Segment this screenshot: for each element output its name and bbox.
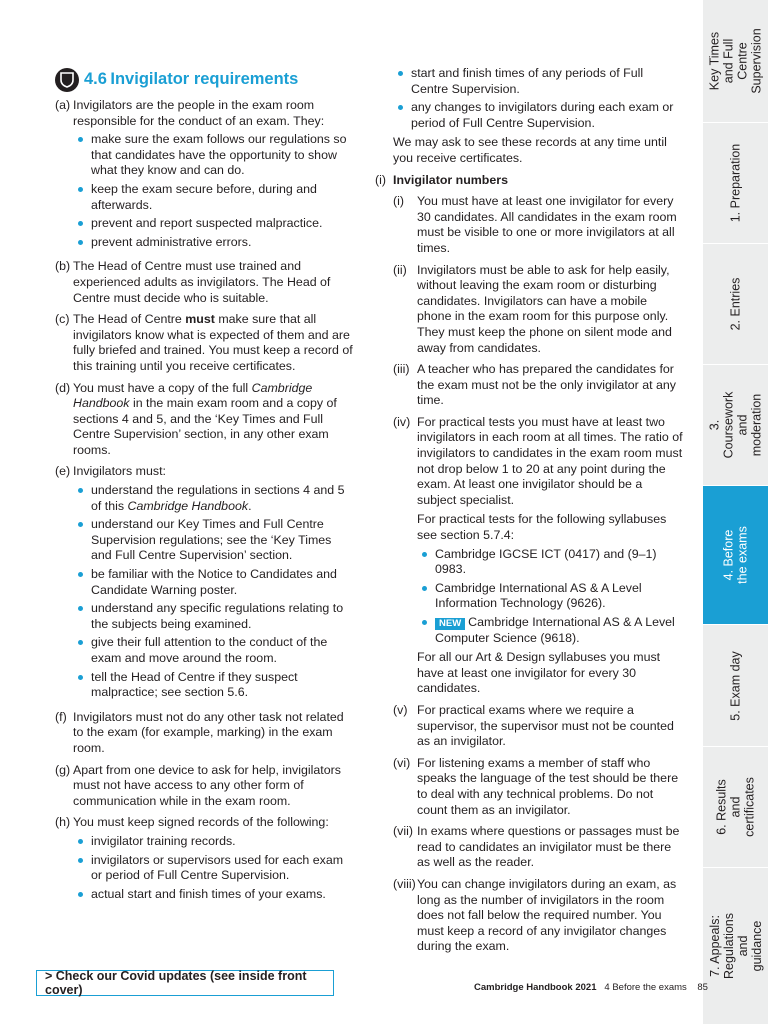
list-item: NEW Cambridge International AS & A Level Computer Science (9618). bbox=[417, 615, 683, 646]
para-h: (h) You must keep signed records of the following: invigilator training records. invigilators or supervisors used for each exam or period of Full Centre Supervision. actual start and finish times of your exams. bbox=[55, 815, 355, 905]
tab-results[interactable]: 6. Results and certificates bbox=[703, 747, 768, 868]
section-title: Invigilator requirements bbox=[110, 70, 299, 89]
numbered-item: (viii) You can change invigilators during an exam, as long as the number of invigilators in the room does not fall below the required number. You must keep a record of any invigilator changes during the exam. bbox=[393, 876, 677, 954]
list-item: tell the Head of Centre if they suspect malpractice; see section 5.6. bbox=[73, 670, 355, 701]
list-item: Cambridge IGCSE ICT (0417) and (9–1) 0983. bbox=[417, 547, 683, 578]
list-item: any changes to invigilators during each exam or period of Full Centre Supervision. bbox=[393, 100, 683, 131]
list-item: understand the regulations in sections 4 and 5 of this Cambridge Handbook. bbox=[73, 483, 355, 514]
chapter-tabs bbox=[703, 0, 768, 1024]
new-badge: NEW bbox=[435, 618, 465, 630]
left-column bbox=[55, 68, 355, 911]
para-a: (a) Invigilators are the people in the exam room responsible for the conduct of an exam. They: make sure the exam follows our regulations so that candidates have the opportunity to show what they know and can do. keep the exam secure before, during and afterwards. prevent and report suspected malpractice. prevent administrative errors. bbox=[55, 98, 355, 253]
shield-icon bbox=[55, 68, 79, 92]
list-item: invigilator training records. bbox=[73, 834, 355, 850]
para-f: (f) Invigilators must not do any other task not related to the exam (for example, marking) in the exam room. bbox=[55, 709, 344, 755]
numbered-item: (ii) Invigilators must be able to ask for help easily, without leaving the exam room or disturbing candidates. Invigilators can have a mobile phone in the exam room for this purpose only. They must keep the phone on silent mode and away from candidates. bbox=[393, 262, 672, 355]
list-item: give their full attention to the conduct of the exam and move around the room. bbox=[73, 635, 355, 666]
tab-exam-day[interactable]: 5. Exam day bbox=[703, 625, 768, 747]
numbered-item: (vi) For listening exams a member of staff who speaks the language of the test should be there to deal with any technical problems. Do not count them as an invigilator. bbox=[393, 755, 679, 817]
page-footer: Cambridge Handbook 2021 4 Before the exams 85 bbox=[474, 982, 708, 993]
list-item: start and finish times of any periods of Full Centre Supervision. bbox=[393, 66, 683, 97]
section-heading bbox=[55, 68, 355, 92]
bullet-list bbox=[417, 547, 683, 647]
numbered-item: (i) You must have at least one invigilator for every 30 candidates. All candidates in the exam room must be visible to one or more invigilators at all times. bbox=[393, 194, 677, 255]
tab-coursework[interactable]: 3. Coursework and moderation bbox=[703, 365, 768, 486]
list-item: prevent and report suspected malpractice. bbox=[73, 216, 355, 232]
list-item: Cambridge International AS & A Level Information Technology (9626). bbox=[417, 581, 683, 612]
list-item: understand our Key Times and Full Centre Supervision regulations; see the ‘Key Times and Full Centre Supervision’ section. bbox=[73, 517, 355, 564]
art-design-note: For all our Art & Design syllabuses you must have at least one invigilator for every 30 candidates. bbox=[417, 650, 661, 696]
para-c: (c) The Head of Centre must make sure that all invigilators know what is expected of them and are fully briefed and trained. You must keep a record of this training until you receive certificates. bbox=[55, 312, 353, 373]
records-note: We may ask to see these records at any time until you receive certificates. bbox=[393, 135, 667, 165]
tab-before-exams[interactable]: 4. Before the exams bbox=[703, 486, 768, 625]
para-d: (d) You must have a copy of the full Cambridge Handbook in the main exam room and a copy of sections 4 and 5, and the ‘Key Times and Full Centre Supervision’ section, in any other exam rooms. bbox=[55, 380, 337, 457]
list-item: prevent administrative errors. bbox=[73, 235, 355, 251]
bullet-list bbox=[73, 132, 355, 250]
para-e: (e) Invigilators must: understand the regulations in sections 4 and 5 of this Cambridge Handbook. understand our Key Times and Full Centre Supervision regulations; see the ‘Key Times and Full Centre Supervision’ section. be familiar with the Notice to Candidates and Candidate Warning poster. understand any specific regulations relating to the subjects being examined. give their full attention to the conduct of the exam and move around the room. tell the Head of Centre if they suspect malpractice; see section 5.6. bbox=[55, 464, 355, 703]
tab-key-times[interactable]: Key Times and Full Centre Supervision bbox=[703, 0, 768, 123]
tab-entries[interactable]: 2. Entries bbox=[703, 244, 768, 365]
list-item: make sure the exam follows our regulations so that candidates have the opportunity to show what they know and can do. bbox=[73, 132, 355, 179]
numbered-item: (iv) For practical tests you must have at least two invigilators in each room at all times. The ratio of invigilators to candidates in the exam room must not drop below 1 to 20 at any point during the exam. At least one invigilator should be a subject specialist. For practical tests for the following syllabuses see section 5.7.4: Cambridge IGCSE ICT (0417) and (9–1) 0983. Cambridge International AS & A Level Information Technology (9626). NEW Cambridge International AS & A Level Computer Science (9618). For all our Art & Design syllabuses you must have at least one invigilator for every 30 candidates. bbox=[393, 414, 683, 696]
list-item: actual start and finish times of your exams. bbox=[73, 887, 355, 903]
section-number: 4.6 bbox=[84, 70, 107, 89]
numbered-item: (iii) A teacher who has prepared the candidates for the exam must not be the only invigilator at any time. bbox=[393, 362, 676, 408]
bullet-list bbox=[73, 834, 355, 902]
practical-tests-note: For practical tests for the following syllabuses see section 5.7.4: bbox=[417, 512, 667, 543]
subheading-invigilator-numbers: (i) Invigilator numbers bbox=[375, 172, 508, 187]
tab-appeals[interactable]: 7. Appeals: Regulations and guidance bbox=[703, 868, 768, 1025]
list-item: understand any specific regulations relating to the subjects being examined. bbox=[73, 601, 355, 632]
covid-updates-link[interactable]: > Check our Covid updates (see inside front cover) bbox=[36, 970, 334, 996]
bullet-list bbox=[73, 483, 355, 701]
list-item: invigilators or supervisors used for each exam or period of Full Centre Supervision. bbox=[73, 853, 355, 884]
numbered-item: (v) For practical exams where we require a supervisor, the supervisor must not be counted as an invigilator. bbox=[393, 702, 674, 749]
numbered-item: (vii) In exams where questions or passages must be read to candidates an invigilator must be there as well as the reader. bbox=[393, 824, 680, 870]
bullet-list bbox=[393, 66, 683, 131]
page-number: 85 bbox=[697, 982, 708, 993]
list-item: be familiar with the Notice to Candidates and Candidate Warning poster. bbox=[73, 567, 355, 598]
tab-preparation[interactable]: 1. Preparation bbox=[703, 123, 768, 244]
para-g: (g) Apart from one device to ask for help, invigilators must not have access to any other form of communication while in the exam room. bbox=[55, 762, 341, 808]
list-item: keep the exam secure before, during and afterwards. bbox=[73, 182, 355, 213]
para-b: (b) The Head of Centre must use trained and experienced adults as invigilators. The Head of Centre must decide who is suitable. bbox=[55, 259, 331, 305]
right-column bbox=[375, 66, 683, 961]
